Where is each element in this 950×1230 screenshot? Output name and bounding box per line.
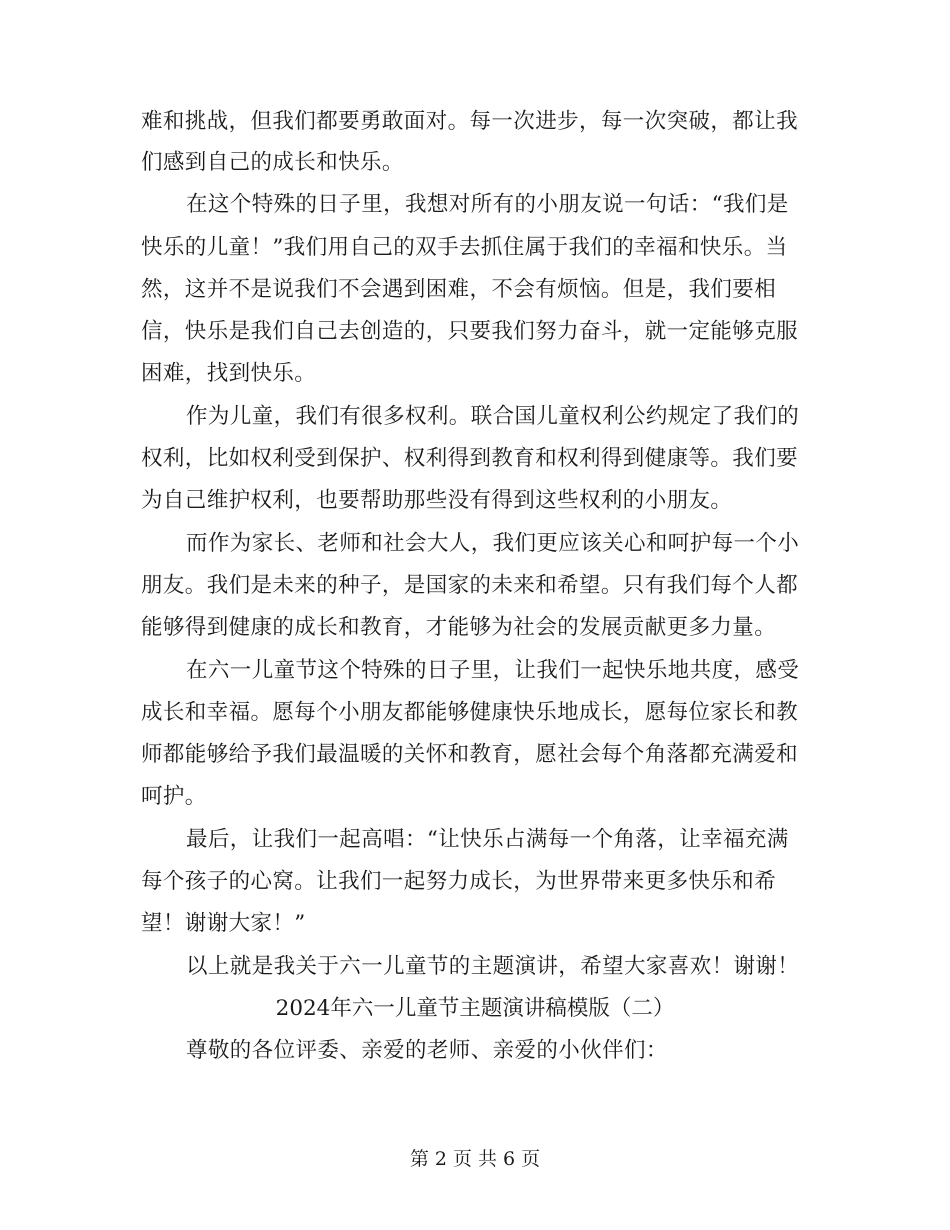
body-line: 快乐的儿童！”我们用自己的双手去抓住属于我们的幸福和快乐。当 [141,235,788,260]
body-line: 作为儿童，我们有很多权利。联合国儿童权利公约规定了我们的 [186,404,800,429]
body-line: 在六一儿童节这个特殊的日子里，让我们一起快乐地共度，感受 [186,658,800,683]
body-line: 难和挑战，但我们都要勇敢面对。每一次进步，每一次突破，都让我 [141,109,799,134]
body-line: 最后，让我们一起高唱：“让快乐占满每一个角落，让幸福充满 [186,827,789,852]
body-line: 而作为家长、老师和社会大人，我们更应该关心和呵护每一个小 [186,531,800,556]
body-line: 呵护。 [141,784,207,809]
page-footer: 第 2 页 共 6 页 [409,1148,541,1170]
body-line: 朋友。我们是未来的种子，是国家的未来和希望。只有我们每个人都 [141,573,799,598]
body-line: 在这个特殊的日子里，我想对所有的小朋友说一句话：“我们是 [186,192,789,217]
body-line: 们感到自己的成长和快乐。 [141,150,404,175]
body-line: 能够得到健康的成长和教育，才能够为社会的发展贡献更多力量。 [141,615,777,640]
body-line: 信，快乐是我们自己去创造的，只要我们努力奋斗，就一定能够克服 [141,319,799,344]
body-line: 以上就是我关于六一儿童节的主题演讲，希望大家喜欢！谢谢！ [186,954,800,979]
body-line: 然，这并不是说我们不会遇到困难，不会有烦恼。但是，我们要相 [141,277,777,302]
body-line: 困难，找到快乐。 [141,361,317,386]
body-line: 每个孩子的心窝。让我们一起努力成长，为世界带来更多快乐和希 [141,869,777,894]
body-line: 为自己维护权利，也要帮助那些没有得到这些权利的小朋友。 [141,488,733,513]
section-title: 2024年六一儿童节主题演讲稿模版（二） [275,996,675,1021]
body-line: 望！谢谢大家！” [141,911,306,936]
body-line: 成长和幸福。愿每个小朋友都能够健康快乐地成长，愿每位家长和教 [141,700,799,725]
body-line: 师都能够给予我们最温暖的关怀和教育，愿社会每个角落都充满爱和 [141,742,799,767]
body-line: 权利，比如权利受到保护、权利得到教育和权利得到健康等。我们要 [141,446,799,471]
salutation: 尊敬的各位评委、亲爱的老师、亲爱的小伙伴们： [186,1038,668,1063]
